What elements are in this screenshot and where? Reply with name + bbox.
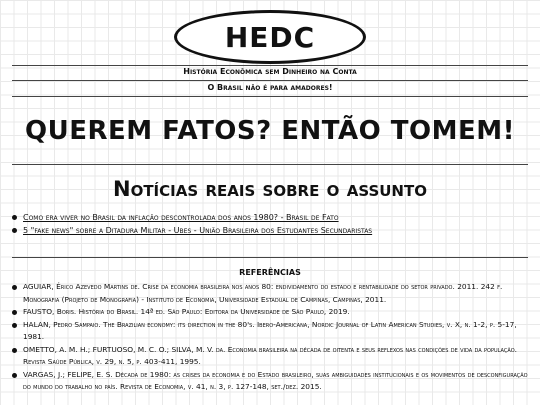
logo [174,10,366,64]
divider [12,65,528,66]
logo-text: HEDC [224,20,316,54]
news-link[interactable]: Como era viver no Brasil da inflação descontrolada dos anos 1980? - Brasil de Fato [23,213,339,222]
references-title: REFERÊNCIAS [239,268,301,277]
divider [12,96,528,97]
headline: QUEREM FATOS? ENTÃO TOMEM! [25,116,515,146]
reference-item: VARGAS, J.; FELIPE, E. S. Década de 1980: as crises da economia e do Estado brasileiro, suas ambiguidades institucionais e os movimentos de desconfiguração do mundo do trabalho no país. Revista de Economia, v. 41, n. 3, p. 127-148, set./dez. 2015. [12,369,528,394]
tagline: O Brasil não é para amadores! [207,83,333,92]
divider [12,80,528,81]
subtitle: História Econômica sem Dinheiro na Conta [183,67,357,76]
reference-item: HALAN, Pedro Sampaio. The Brazilian economy: its direction in the 80's. Ibero-Americana, Nordic Journal of Latin American Studies, v. X, n. 1-2, p. 5-17, 1981. [12,319,528,344]
divider [12,164,528,165]
news-links [12,211,528,237]
list-item [12,211,528,224]
list-item [12,224,528,237]
news-link[interactable]: 5 "fake news" sobre a Ditadura Militar - Ubes - União Brasileira dos Estudantes Secundaristas [23,226,373,235]
divider [12,257,528,258]
reference-item: OMETTO, A. M. H.; FURTUOSO, M. C. O.; SILVA, M. V. da. Economia brasileira na década de oitenta e seus reflexos nas condições de vida da população. Revista Saúde Pública, v. 29, n. 5, p. 403-411, 1995. [12,344,528,369]
reference-item: AGUIAR, Érico Azevedo Martins de. Crise da economia brasileira nos anos 80: endividamento do estado e rentabilidade do setor privado. 2011. 242 f. Monografia (Projeto de Monografia) - Instituto de Economia, Universidade Estadual de Campinas, Campinas, 2011. [12,281,528,306]
subheadline: Notícias reais sobre o assunto [113,177,427,201]
reference-item: FAUSTO, Boris. História do Brasil. 14ª ed. São Paulo: Editora da Universidade de São Paulo, 2019. [12,306,528,319]
references-list [12,281,528,394]
